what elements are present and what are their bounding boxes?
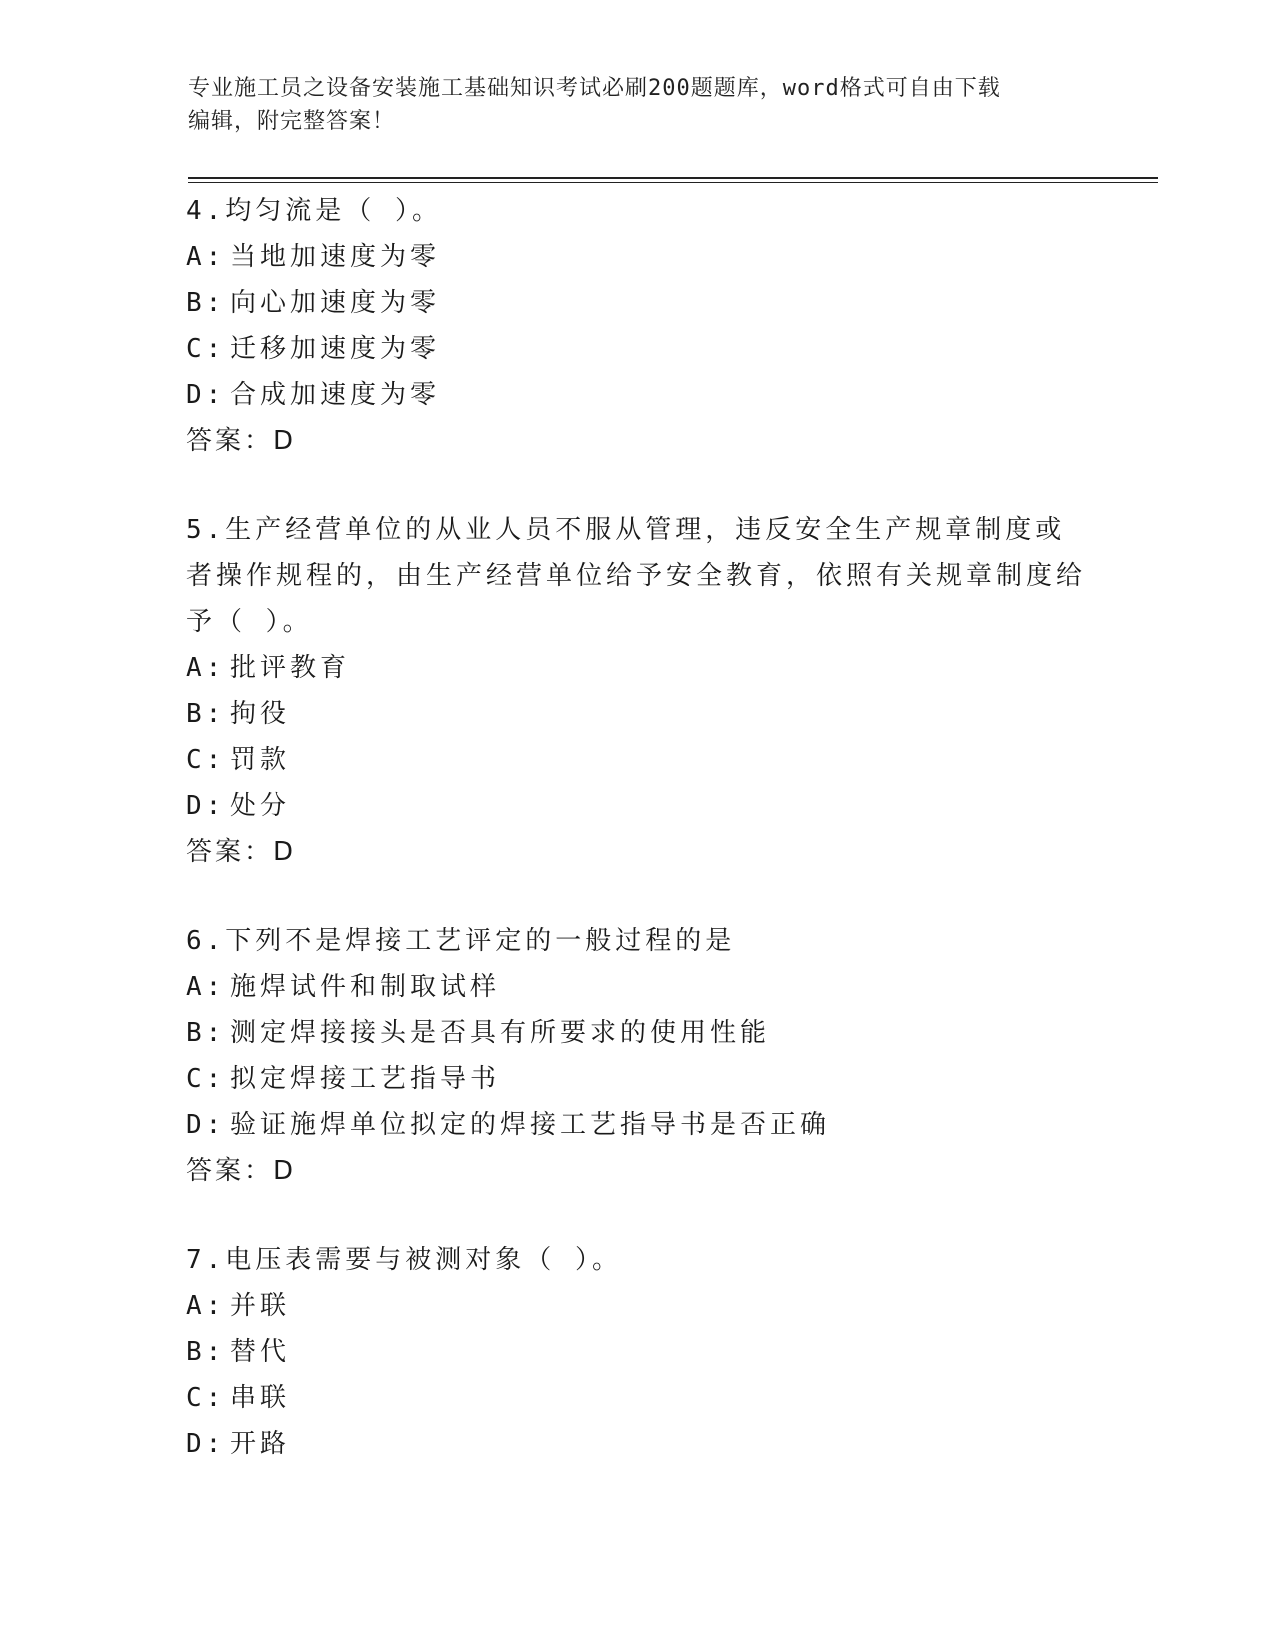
option-letter: D: xyxy=(186,791,226,821)
option-c xyxy=(186,737,1086,783)
question-7 xyxy=(186,1237,1086,1467)
answer-line: 答案：D xyxy=(186,426,297,456)
option-letter: D: xyxy=(186,380,226,410)
option-a xyxy=(186,234,1086,280)
question-text: 7.电压表需要与被测对象（ ）。 xyxy=(186,1245,622,1275)
option-letter: A: xyxy=(186,242,226,272)
option-text: 拟定焊接工艺指导书 xyxy=(230,1064,501,1094)
option-text: 并联 xyxy=(230,1291,291,1321)
option-b xyxy=(186,1329,1086,1375)
option-text: 验证施焊单位拟定的焊接工艺指导书是否正确 xyxy=(230,1110,831,1140)
question-text: 5.生产经营单位的从业人员不服从管理，违反安全生产规章制度或者操作规程的，由生产经营单位给予安全教育，依照有关规章制度给予（ ）。 xyxy=(186,515,1087,637)
option-c xyxy=(186,326,1086,372)
option-b xyxy=(186,280,1086,326)
document-header xyxy=(188,72,1088,138)
option-letter: C: xyxy=(186,1383,226,1413)
header-rule-thin xyxy=(188,182,1158,183)
answer-line: 答案：D xyxy=(186,1156,297,1186)
header-rule-thick xyxy=(188,177,1158,179)
option-letter: C: xyxy=(186,745,226,775)
option-a xyxy=(186,964,1086,1010)
option-c xyxy=(186,1056,1086,1102)
header-line-1: 专业施工员之设备安装施工基础知识考试必刷200题题库，word格式可自由下载 xyxy=(188,76,1001,101)
option-b xyxy=(186,691,1086,737)
option-text: 合成加速度为零 xyxy=(230,380,441,410)
option-text: 施焊试件和制取试样 xyxy=(230,972,501,1002)
option-text: 替代 xyxy=(230,1337,291,1367)
option-text: 处分 xyxy=(230,791,291,821)
option-letter: B: xyxy=(186,699,226,729)
option-text: 向心加速度为零 xyxy=(230,288,441,318)
question-text: 6.下列不是焊接工艺评定的一般过程的是 xyxy=(186,926,736,956)
option-text: 当地加速度为零 xyxy=(230,242,441,272)
question-4 xyxy=(186,188,1086,464)
option-text: 迁移加速度为零 xyxy=(230,334,441,364)
option-letter: B: xyxy=(186,288,226,318)
option-text: 串联 xyxy=(230,1383,291,1413)
option-b xyxy=(186,1010,1086,1056)
option-text: 测定焊接接头是否具有所要求的使用性能 xyxy=(230,1018,771,1048)
option-a xyxy=(186,645,1086,691)
option-letter: B: xyxy=(186,1018,226,1048)
option-d xyxy=(186,1421,1086,1467)
option-d xyxy=(186,783,1086,829)
option-letter: A: xyxy=(186,1291,226,1321)
option-letter: A: xyxy=(186,972,226,1002)
option-text: 拘役 xyxy=(230,699,291,729)
option-d xyxy=(186,1102,1086,1148)
option-text: 开路 xyxy=(230,1429,291,1459)
question-text: 4.均匀流是（ ）。 xyxy=(186,196,442,226)
option-d xyxy=(186,372,1086,418)
option-c xyxy=(186,1375,1086,1421)
option-letter: B: xyxy=(186,1337,226,1367)
option-letter: D: xyxy=(186,1429,226,1459)
question-list xyxy=(186,188,1086,1510)
option-letter: D: xyxy=(186,1110,226,1140)
question-5 xyxy=(186,507,1086,875)
question-6 xyxy=(186,918,1086,1194)
option-letter: C: xyxy=(186,334,226,364)
option-a xyxy=(186,1283,1086,1329)
option-text: 罚款 xyxy=(230,745,291,775)
header-line-2: 编辑，附完整答案！ xyxy=(188,109,396,134)
option-letter: A: xyxy=(186,653,226,683)
option-letter: C: xyxy=(186,1064,226,1094)
answer-line: 答案：D xyxy=(186,837,297,867)
option-text: 批评教育 xyxy=(230,653,351,683)
